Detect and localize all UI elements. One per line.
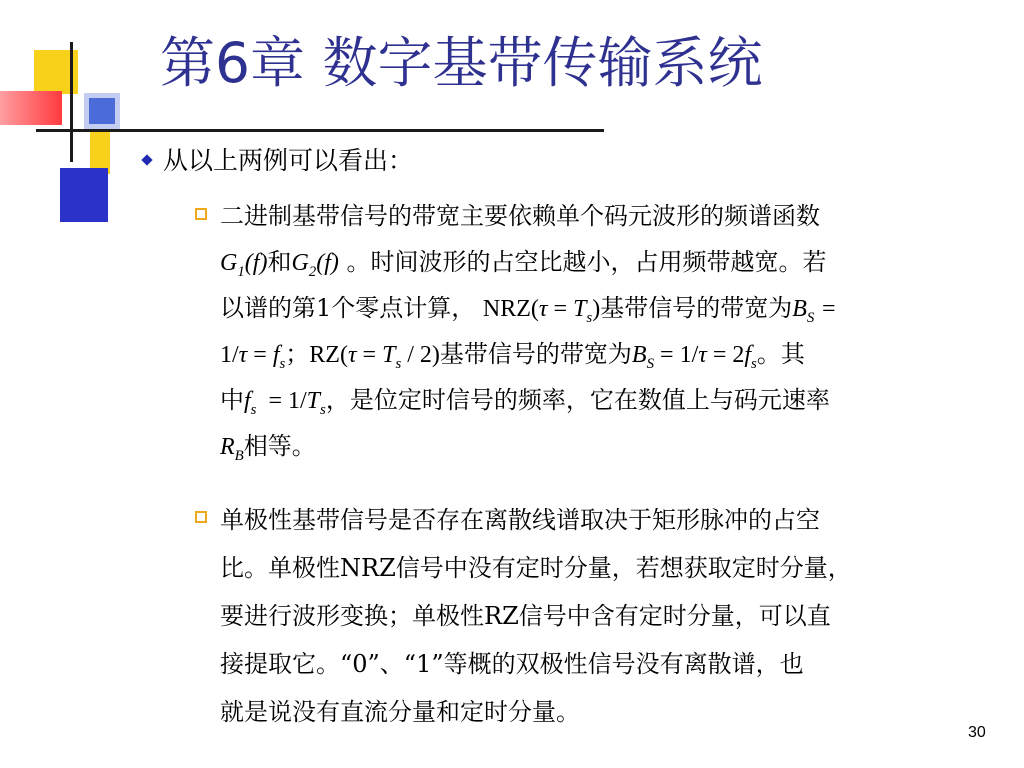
- page-number: 30: [968, 724, 986, 741]
- text-line: [220, 331, 1010, 377]
- sub-bullet-bandwidth-text: [220, 193, 1010, 469]
- formula-bs-nrz: $1/\tau = f_s$: [220, 342, 286, 372]
- text-run: 基带信号的带宽为: [439, 340, 632, 368]
- text-line: 比。单极性NRZ信号中没有定时分量，若想获取定时分量，: [220, 554, 852, 582]
- text-line: [220, 423, 1010, 469]
- text-line: 要进行波形变换；单极性RZ信号中含有定时分量，可以直: [220, 602, 831, 630]
- formula-rb: $R_B$: [220, 434, 244, 464]
- decor-blue-square-small: [89, 98, 115, 124]
- formula-bs-label: $B_S$: [792, 296, 815, 326]
- square-bullet-icon: [195, 208, 207, 220]
- bullet-level1: [143, 143, 413, 179]
- square-bullet-icon: [195, 511, 207, 523]
- text-line: [220, 239, 1010, 285]
- decor-red-bar: [0, 91, 62, 125]
- text-run: 相等。: [243, 432, 316, 460]
- text-run: ；: [285, 340, 310, 368]
- formula-fs: $f_s = 1/T_s$: [244, 388, 326, 418]
- text-line: 就是说没有直流分量和定时分量。: [220, 698, 580, 726]
- formula-g2f: $G_2(f)$: [291, 250, 339, 280]
- sub-bullet-unipolar-text: [220, 496, 1010, 736]
- text-line: 接提取它。“0”、“1”等概的双极性信号没有离散谱，也: [220, 650, 804, 678]
- bullet-level1-text: 从以上两例可以看出：: [163, 146, 414, 175]
- text-run: 和: [267, 248, 292, 276]
- formula-g1f: $G_1(f)$: [220, 250, 268, 280]
- text-line: [220, 285, 1010, 331]
- slide-title: 第6章 数字基带传输系统: [160, 31, 763, 95]
- text-run: 以谱的第1个零点计算，: [220, 294, 476, 322]
- formula-equals: =: [821, 296, 836, 322]
- formula-rz: $RZ(\tau = T_s / 2)$: [309, 342, 440, 372]
- title-underline: [36, 129, 604, 132]
- text-run: 基带信号的带宽为: [600, 294, 793, 322]
- decor-vertical-line: [70, 42, 73, 162]
- text-run: 二进制基带信号的带宽主要依赖单个码元波形的频谱函数: [220, 202, 820, 230]
- text-run: 。时间波形的占空比越小，占用频带越宽。若: [338, 248, 827, 276]
- text-run: 。其: [756, 340, 805, 368]
- decor-blue-square-large: [60, 168, 108, 222]
- formula-bs-rz: $B_S = 1/\tau = 2f_s$: [631, 342, 757, 372]
- text-line: [220, 193, 1010, 239]
- text-run: ，是位定时信号的频率，它在数值上与码元速率: [325, 386, 830, 414]
- text-line: 单极性基带信号是否存在离散线谱取决于矩形脉冲的占空: [220, 506, 820, 534]
- diamond-bullet-icon: [141, 154, 152, 165]
- formula-nrz: $NRZ(\tau = T_s)$: [482, 296, 601, 326]
- text-run: 中: [220, 386, 244, 414]
- text-line: [220, 377, 1010, 423]
